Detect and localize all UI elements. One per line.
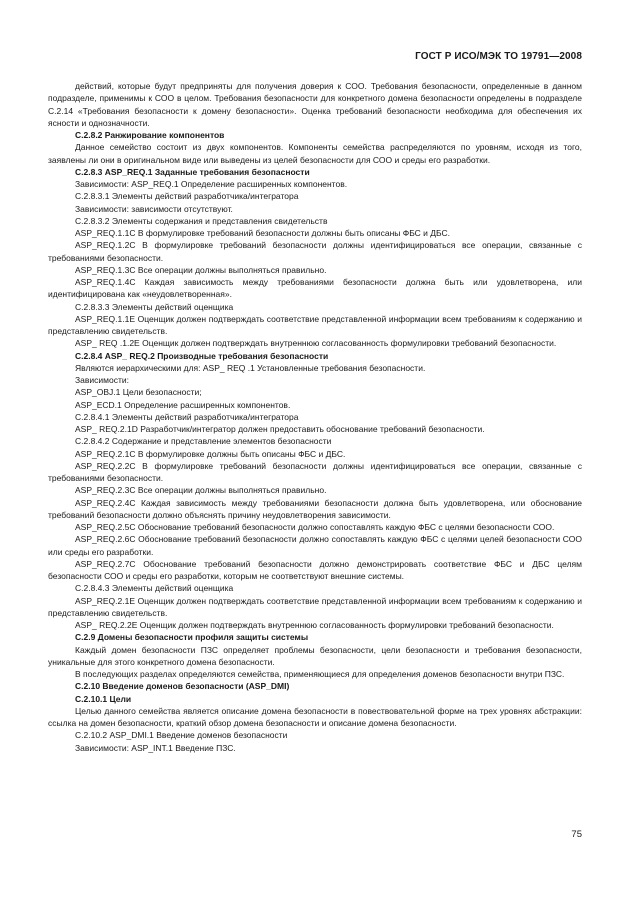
document-body (48, 80, 582, 754)
paragraph: ASP_REQ.1.2С В формулировке требований безопасности должны идентифицироваться все операции, связанные с требованиями безопасности. (48, 240, 582, 263)
section-heading: С.2.10.1 Цели (75, 693, 132, 704)
paragraph: ASP_REQ.2.4С Каждая зависимость между требованиями безопасности должна быть удовлетворена, или обоснование требований безопасности должно объяснять причину неудовлетворения зависимости. (48, 497, 582, 520)
paragraph: Целью данного семейства является описание домена безопасности в повествовательной форме на трех уровнях абстракции: ссылка на домен безопасности, краткий обзор домена безопасности и описание домена безопасности. (48, 705, 582, 728)
section-heading: С.2.8.4 ASP_ REQ.2 Производные требования безопасности (75, 350, 329, 361)
paragraph: ASP_REQ.1.4С Каждая зависимость между требованиями безопасности должна быть или удовлетворена, или идентифицирована как «неудовлетворенная». (48, 277, 582, 300)
paragraph: ASP_ REQ.2.2Е Оценщик должен подтверждать внутреннюю согласованность формулировки требований безопасности. (75, 620, 554, 630)
paragraph: Являются иерархическими для: ASP_ REQ .1 Установленные требования безопасности. (75, 362, 426, 373)
section-heading: С.2.8.2 Ранжирование компонентов (75, 130, 225, 140)
paragraph: Зависимости: зависимости отсутствуют. (75, 203, 233, 214)
paragraph: ASP_REQ.2.6С Обоснование требований безопасности должно сопоставлять каждую ФБС с целями целей безопасности СОО или среды его разработки. (48, 534, 582, 557)
paragraph: Зависимости: ASP_INT.1 Введение ПЗС. (75, 742, 236, 753)
paragraph: В последующих разделах определяются семейства, применяющиеся для определения доменов безопасности внутри ПЗС. (75, 669, 565, 679)
section-heading: С.2.8.3 ASP_REQ.1 Заданные требования безопасности (75, 166, 310, 177)
paragraph: Каждый домен безопасности ПЗС определяет проблемы безопасности, цели безопасности и требования безопасности, уникальные для этого конкретного домена безопасности. (48, 644, 582, 667)
paragraph: ASP_ECD.1 Определение расширенных компонентов. (75, 399, 291, 410)
paragraph: С.2.8.4.2 Содержание и представление элементов безопасности (75, 436, 332, 447)
paragraph: С.2.8.3.2 Элементы содержания и представления свидетельств (75, 215, 328, 226)
page-number: 75 (571, 829, 582, 840)
paragraph: С.2.8.4.3 Элементы действий оценщика (75, 583, 234, 594)
paragraph: ASP_REQ.2.2С В формулировке требований безопасности должны идентифицироваться все операции, связанные с требованиями безопасности. (48, 460, 582, 483)
paragraph: ASP_REQ.2.7С Обоснование требований безопасности должно демонстрировать соответствие ФБС и ДБС целям безопасности СОО и среды его разработки, которым не соответствуют внешние системы. (48, 558, 582, 581)
paragraph: ASP_REQ.2.1С В формулировке должны быть описаны ФБС и ДБС. (75, 448, 346, 459)
paragraph: ASP_ REQ.2.1D Разработчик/интегратор должен предоставить обоснование требований безопасности. (75, 424, 485, 434)
paragraph: ASP_OBJ.1 Цели безопасности; (75, 387, 202, 398)
paragraph: ASP_REQ.1.1С В формулировке требований безопасности должны быть описаны ФБС и ДБС. (75, 228, 451, 238)
paragraph: С.2.8.3.3 Элементы действий оценщика (75, 301, 234, 312)
paragraph: действий, которые будут предприняты для получения доверия к СОО. Требования безопасности, определенные в данном подразделе, применимы к СОО в целом. Требования безопасности для конкретного домена безопасности определены в подразделе С.2.14 «Требования безопасности к домену безопасности». Оценка требований безопасности необходима для обеспечения их ясности и однозначности. (48, 81, 582, 128)
paragraph: С.2.10.2 ASP_DMI.1 Введение доменов безопасности (75, 730, 288, 741)
paragraph: ASP_REQ.2.3С Все операции должны выполняться правильно. (75, 485, 327, 496)
paragraph: С.2.8.3.1 Элементы действий разработчика/интегратора (75, 191, 299, 202)
section-heading: С.2.9 Домены безопасности профиля защиты системы (75, 632, 309, 643)
section-heading: С.2.10 Введение доменов безопасности (ASP_DMI) (75, 681, 290, 692)
standard-header: ГОСТ Р ИСО/МЭК ТО 19791—2008 (415, 51, 582, 62)
paragraph: ASP_REQ.2.5С Обоснование требований безопасности должно сопоставлять каждую ФБС с целями безопасности СОО. (75, 522, 555, 532)
paragraph: Зависимости: (75, 375, 129, 385)
paragraph: Данное семейство состоит из двух компонентов. Компоненты семейства распределяются по уровням, исходя из того, заявлены ли они в оригинальном виде или выведены из целей безопасности для СОО и среды его разработки. (48, 142, 582, 165)
paragraph: С.2.8.4.1 Элементы действий разработчика/интегратора (75, 411, 299, 422)
paragraph: ASP_REQ.1.3С Все операции должны выполняться правильно. (75, 264, 327, 275)
paragraph: ASP_ REQ .1.2Е Оценщик должен подтверждать внутреннюю согласованность формулировки требований безопасности. (75, 338, 557, 349)
paragraph: ASP_REQ.2.1Е Оценщик должен подтверждать соответствие представленной информации всем требованиям к содержанию и представлению свидетельств. (48, 595, 582, 618)
paragraph: Зависимости: ASP_REQ.1 Определение расширенных компонентов. (75, 179, 348, 189)
paragraph: ASP_REQ.1.1Е Оценщик должен подтверждать соответствие представленной информации всем требованиям к содержанию и представлению свидетельств. (48, 313, 582, 336)
